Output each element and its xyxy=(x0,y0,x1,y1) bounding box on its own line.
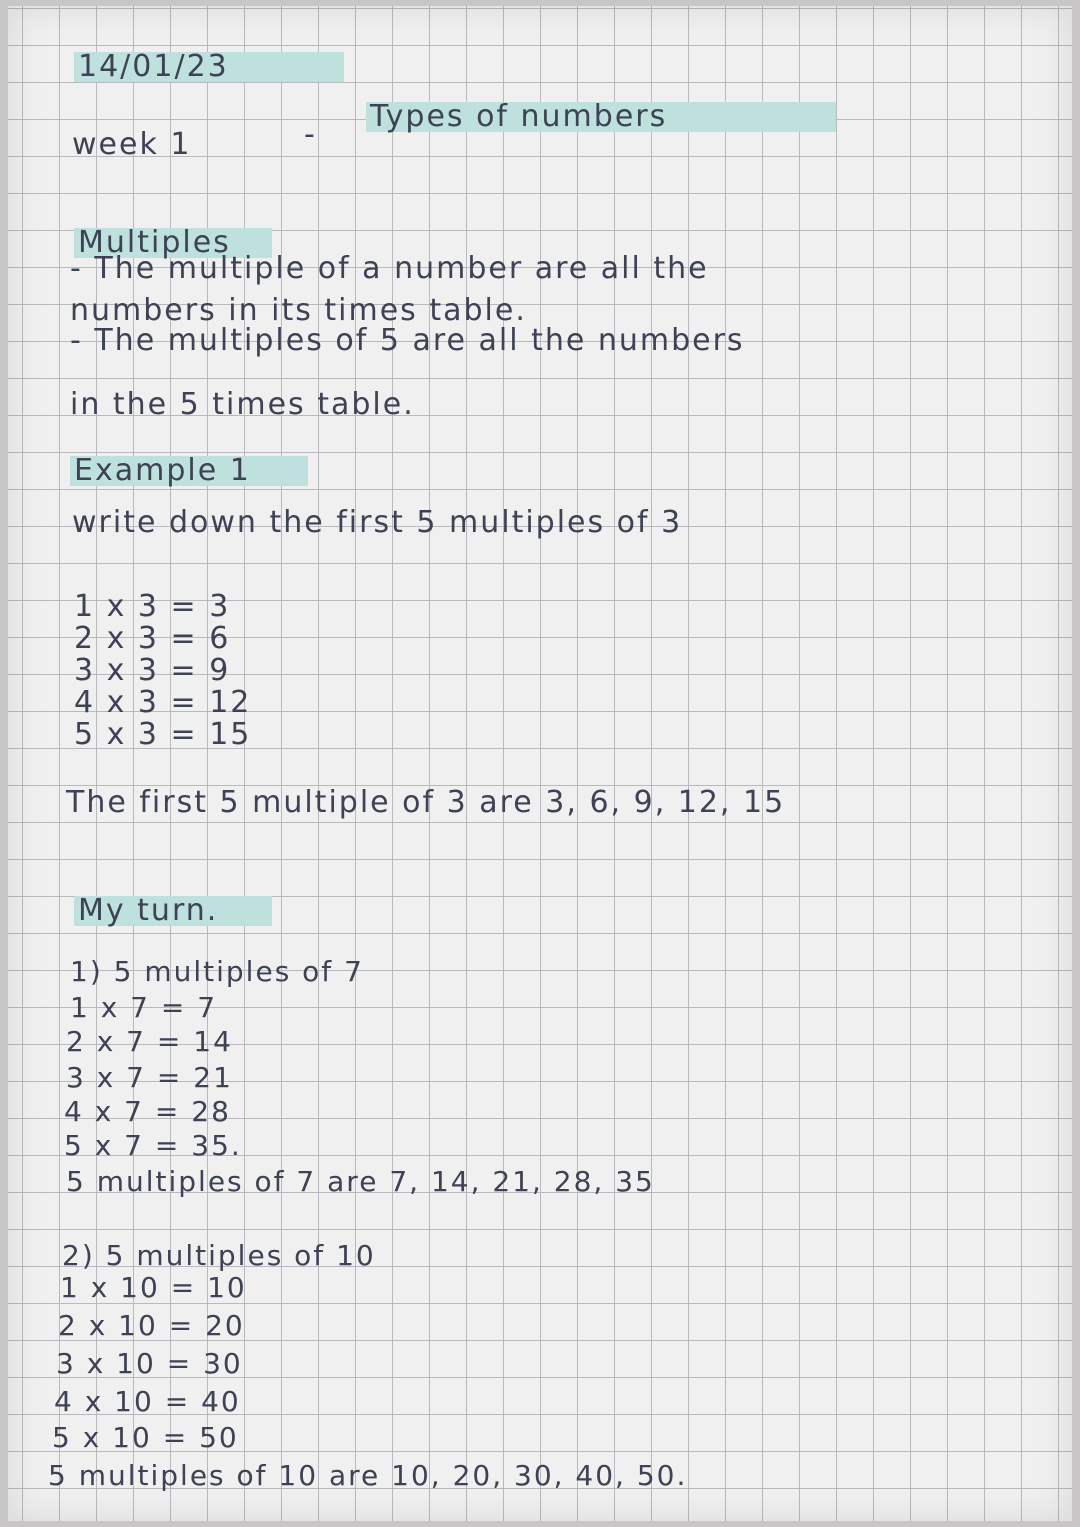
working-line: 4 x 7 = 28 xyxy=(64,1095,231,1128)
question-title: 2) 5 multiples of 10 xyxy=(62,1239,376,1272)
example-answer: The first 5 multiple of 3 are 3, 6, 9, 12, 15 xyxy=(66,785,786,820)
working-line: 1 x 7 = 7 xyxy=(70,991,218,1024)
working-line: 1 x 10 = 10 xyxy=(60,1271,247,1304)
date: 14/01/23 xyxy=(74,52,344,82)
definition-line: - The multiples of 5 are all the numbers xyxy=(70,323,745,358)
example-heading: Example 1 xyxy=(70,456,308,486)
definition-line: - The multiple of a number are all the xyxy=(70,251,709,286)
my-turn-heading: My turn. xyxy=(74,896,272,926)
working-line: 5 x 3 = 15 xyxy=(74,717,252,752)
working-line: 3 x 7 = 21 xyxy=(66,1061,233,1094)
question-answer: 5 multiples of 10 are 10, 20, 30, 40, 50. xyxy=(48,1459,688,1492)
notebook-page xyxy=(8,6,1072,1521)
title-dash: - xyxy=(304,117,317,152)
working-line: 5 x 10 = 50 xyxy=(52,1421,239,1454)
working-line: 3 x 10 = 30 xyxy=(56,1347,243,1380)
multiples-heading: Multiples xyxy=(74,228,272,258)
working-line: 4 x 3 = 12 xyxy=(74,685,252,720)
working-line: 4 x 10 = 40 xyxy=(54,1385,241,1418)
example-prompt: write down the first 5 multiples of 3 xyxy=(72,505,683,540)
working-line: 2 x 3 = 6 xyxy=(74,621,231,656)
working-line: 3 x 3 = 9 xyxy=(74,653,231,688)
question-title: 1) 5 multiples of 7 xyxy=(70,955,364,988)
working-line: 1 x 3 = 3 xyxy=(74,589,231,624)
question-answer: 5 multiples of 7 are 7, 14, 21, 28, 35 xyxy=(66,1165,655,1198)
working-line: 5 x 7 = 35. xyxy=(64,1129,242,1162)
week-label: week 1 xyxy=(72,127,192,162)
page-title: Types of numbers xyxy=(366,102,836,132)
working-line: 2 x 10 = 20 xyxy=(58,1309,245,1342)
working-line: 2 x 7 = 14 xyxy=(66,1025,233,1058)
definition-line: numbers in its times table. xyxy=(70,293,527,328)
definition-line: in the 5 times table. xyxy=(70,387,415,422)
